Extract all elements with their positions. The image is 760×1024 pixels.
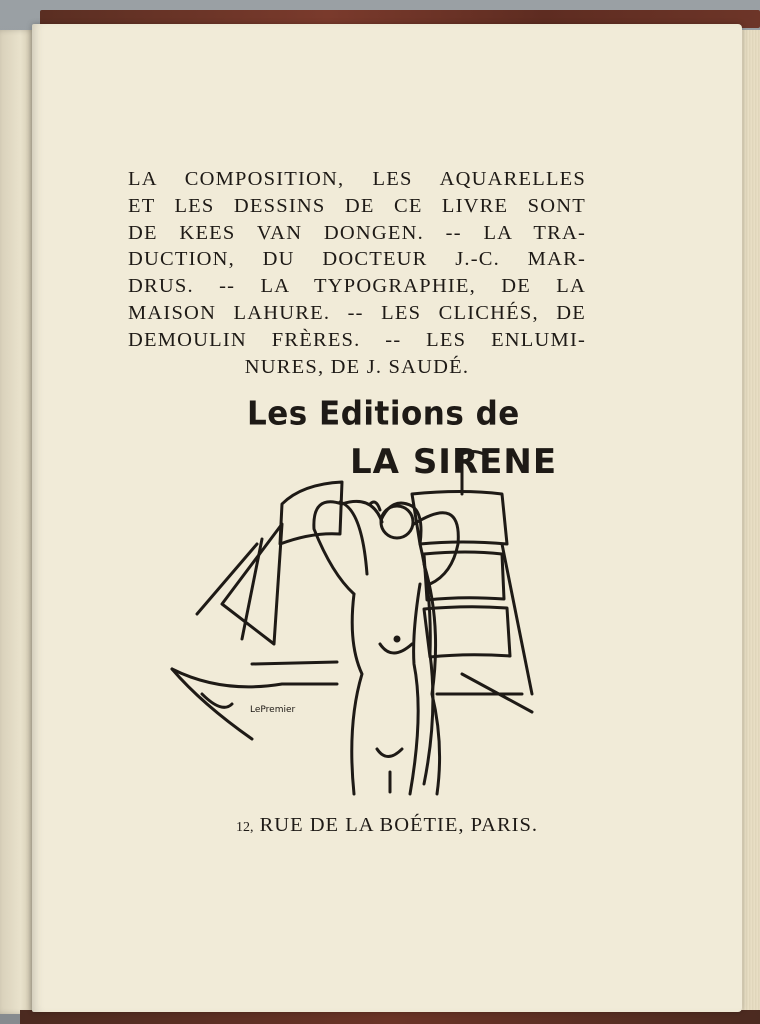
colophon-line: LA COMPOSITION, LES AQUARELLES xyxy=(128,168,586,190)
siren-forearm xyxy=(340,502,367,574)
ship-sail xyxy=(424,552,504,600)
colophon-line: MAISON LAHURE. -- LES CLICHÉS, DE xyxy=(128,301,586,324)
artist-signature: LePremier xyxy=(250,705,296,715)
siren-body-right xyxy=(410,584,420,794)
book-cover-bottom-edge xyxy=(20,1010,760,1024)
publisher-mark-line-2: LA SIRENE xyxy=(350,442,558,482)
colophon-line: DE KEES VAN DONGEN. -- LA TRA- xyxy=(128,221,586,244)
publisher-mark-line-1: Les Editions de xyxy=(247,395,520,433)
siren-body-left xyxy=(352,594,362,794)
address-number: 12, xyxy=(236,820,254,835)
siren-arm-left xyxy=(314,501,382,594)
siren-detail xyxy=(395,637,399,641)
colophon-line: DUCTION, DU DOCTEUR J.-C. MAR- xyxy=(128,248,586,271)
facing-page-edge xyxy=(0,30,34,1014)
siren-hair xyxy=(381,503,433,784)
address-street: RUE DE LA BOÉTIE, PARIS. xyxy=(259,814,538,836)
ship-hull xyxy=(172,669,337,687)
ship-rigging xyxy=(242,539,262,639)
colophon-line: ET LES DESSINS DE CE LIVRE SONT xyxy=(128,194,586,217)
publisher-address xyxy=(32,814,742,837)
ship-sail xyxy=(280,482,342,544)
siren-breast xyxy=(380,644,412,653)
ship-rigging xyxy=(252,662,337,664)
colophon-line: DRUS. -- LA TYPOGRAPHIE, DE LA xyxy=(128,275,586,298)
book-page xyxy=(32,24,742,1012)
colophon-line: DEMOULIN FRÈRES. -- LES ENLUMI- xyxy=(128,328,586,351)
colophon-text xyxy=(128,166,586,380)
colophon-line: NURES, DE J. SAUDÉ. xyxy=(244,355,470,378)
siren-hip xyxy=(377,749,402,757)
